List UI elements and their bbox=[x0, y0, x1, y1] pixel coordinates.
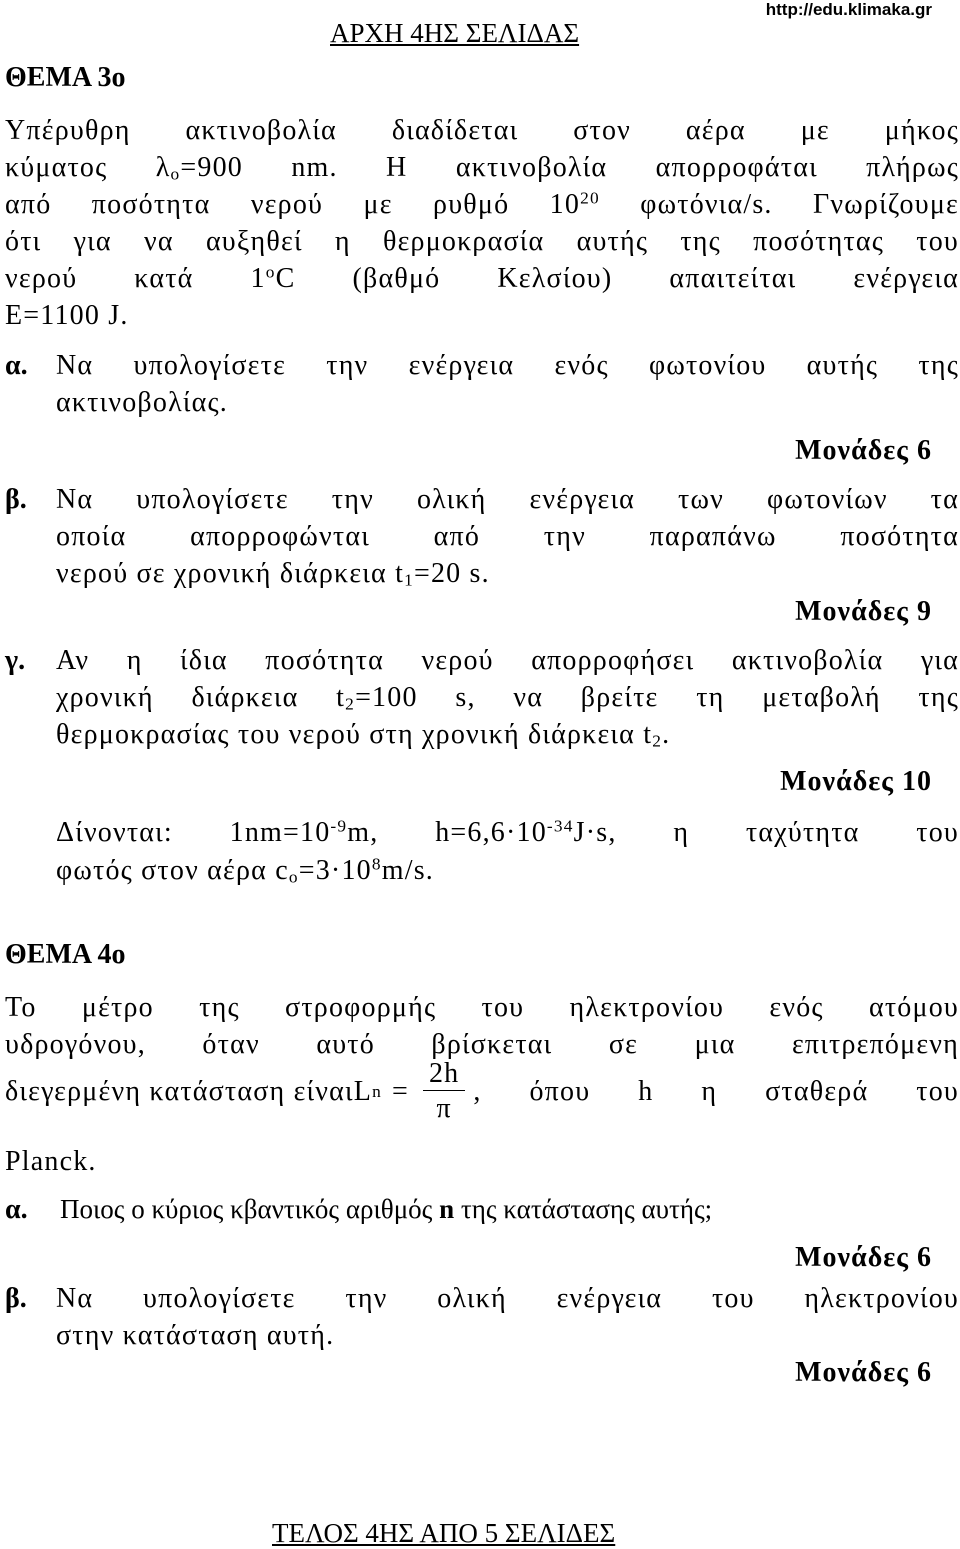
question-3a-line-1: Να υπολογίσετε την ενέργεια ενός φωτονίου αυτής της bbox=[56, 350, 959, 381]
question-3c-line-2: χρονική διάρκεια $t_2=100$ s, να βρείτε τη μεταβολή της bbox=[56, 682, 959, 714]
question-3a-line-2: ακτινοβολίας. bbox=[56, 387, 228, 418]
question-3b-score: Μονάδες 9 bbox=[795, 596, 932, 627]
equation-formula: L n = $\frac{2h}{\pi}$ bbox=[354, 1060, 474, 1123]
question-3b-line-2: οποία απορροφώνται από την παραπάνω ποσότητα bbox=[56, 521, 959, 552]
question-3b-line-1: Να υπολογίσετε την ολική ενέργεια των φωτονίων τα bbox=[56, 484, 959, 515]
theme3-intro-line-6: E=1100 J. bbox=[5, 300, 129, 331]
theme4-title: ΘΕΜΑ 4ο bbox=[5, 939, 126, 970]
question-4b-line-2: στην κατάσταση αυτή. bbox=[56, 1320, 335, 1351]
question-4a-label: α. bbox=[5, 1194, 28, 1225]
question-4a-text: Ποιος ο κύριος κβαντικός αριθμός n της κατάστασης αυτής; bbox=[60, 1194, 713, 1224]
theme3-intro-line-2: κύματος $\lambda_o=900$ nm. Η ακτινοβολία απορροφάται πλήρως bbox=[5, 152, 959, 184]
theme3-intro-line-3: από ποσότητα νερού με ρυθμό $10^{20}$ φωτόνια/s. Γνωρίζουμε bbox=[5, 188, 959, 220]
theme3-intro-line-5: νερού κατά $1^oC$ (βαθμό Κελσίου) απαιτείται ενέργεια bbox=[5, 262, 959, 294]
given-data-line-1: Δίνονται: $1nm=10^{-9}m$, $h=6,6\cdot 10^{-34}J\cdot s$, η ταχύτητα του bbox=[56, 816, 959, 848]
theme3-intro-line-1: Υπέρυθρη ακτινοβολία διαδίδεται στον αέρα με μήκος bbox=[5, 115, 959, 146]
theme3-title: ΘΕΜΑ 3ο bbox=[5, 62, 126, 93]
question-3a-score: Μονάδες 6 bbox=[795, 435, 932, 466]
theme4-line-1: Το μέτρο της στροφορμής του ηλεκτρονίου ενός ατόμου bbox=[5, 992, 959, 1023]
page-header: ΑΡΧΗ 4ΗΣ ΣΕΛΙΔΑΣ bbox=[330, 18, 580, 48]
source-url[interactable]: http://edu.klimaka.gr bbox=[765, 0, 932, 19]
theme3-intro-line-4: ότι για να αυξηθεί η θερμοκρασία αυτής της ποσότητας του bbox=[5, 226, 959, 257]
angular-momentum-equation bbox=[5, 1060, 959, 1123]
theme4-line-4: Planck. bbox=[5, 1146, 97, 1177]
equation-suffix: , όπου h η σταθερά του bbox=[473, 1075, 959, 1107]
theme4-line-2: υδρογόνου, όταν αυτό βρίσκεται σε μια επιτρεπόμενη bbox=[5, 1029, 959, 1060]
equation-prefix: διεγερμένη κατάσταση είναι bbox=[5, 1075, 354, 1107]
question-4a-score: Μονάδες 6 bbox=[795, 1242, 932, 1273]
question-4b-score: Μονάδες 6 bbox=[795, 1357, 932, 1388]
question-3c-score: Μονάδες 10 bbox=[780, 766, 932, 797]
question-3b-label: β. bbox=[5, 484, 27, 515]
page-footer: ΤΕΛΟΣ 4ΗΣ ΑΠΟ 5 ΣΕΛΙΔΕΣ bbox=[272, 1518, 616, 1548]
question-3c-label: γ. bbox=[5, 645, 26, 676]
question-4b-label: β. bbox=[5, 1283, 27, 1314]
question-3c-line-1: Αν η ίδια ποσότητα νερού απορροφήσει ακτινοβολία για bbox=[56, 645, 959, 676]
question-4b-line-1: Να υπολογίσετε την ολική ενέργεια του ηλεκτρονίου bbox=[56, 1283, 959, 1314]
question-3c-line-3: θερμοκρασίας του νερού στη χρονική διάρκεια $t_2$. bbox=[56, 719, 671, 751]
given-data-line-2: φωτός στον αέρα $c_o=3\cdot 10^8m/s$. bbox=[56, 854, 435, 887]
question-3a-label: α. bbox=[5, 350, 28, 381]
question-3b-line-3: νερού σε χρονική διάρκεια $t_1=20$ s. bbox=[56, 558, 490, 590]
